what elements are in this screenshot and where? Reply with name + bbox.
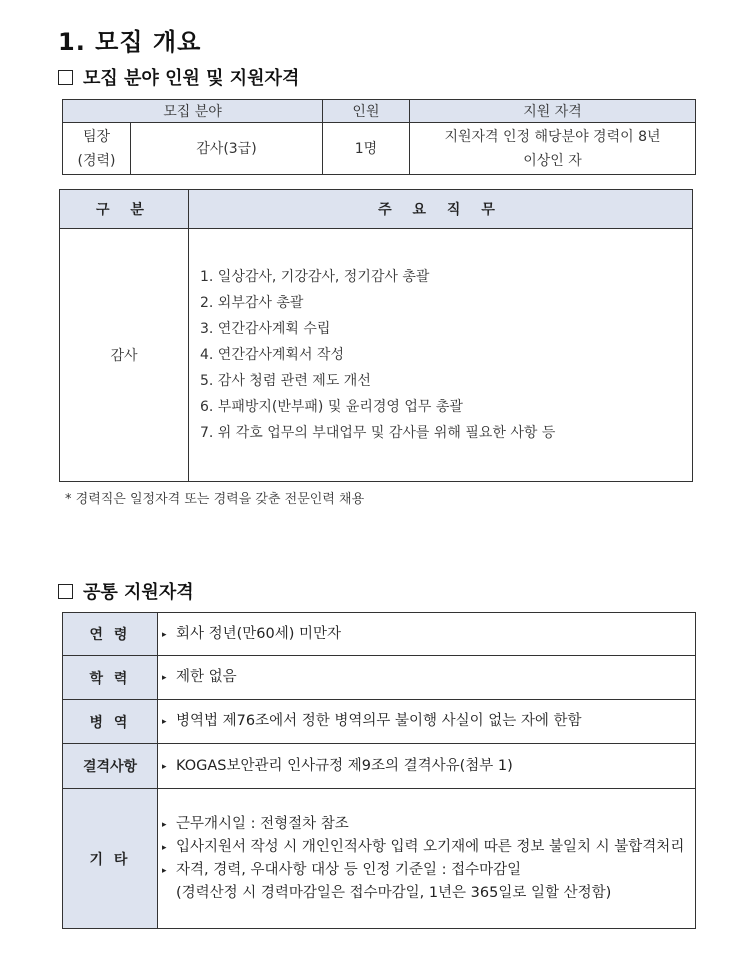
qualification-line2: 이상인 자: [523, 152, 582, 169]
common-qualification-table: [62, 612, 696, 929]
triangle-bullet-icon: ▸: [162, 673, 167, 683]
recruitment-table: [62, 99, 696, 175]
triangle-bullet-icon: ▸: [162, 717, 167, 727]
row-text: 회사 정년(만60세) 미만자: [176, 625, 342, 642]
row-text: 자격, 경력, 우대사항 대상 등 인정 기준일 : 접수마감일: [176, 862, 522, 878]
table-row: [63, 744, 696, 789]
row-label: 연 령: [63, 613, 158, 656]
category-cell: [63, 123, 131, 175]
category-line2: (경력): [77, 152, 116, 169]
triangle-bullet-icon: ▸: [162, 866, 167, 876]
row-content: [158, 744, 696, 789]
duty-item: 2. 외부감사 총괄: [200, 295, 304, 311]
section-heading-text: 공통 지원자격: [83, 582, 194, 603]
qualification-line1: 지원자격 인정 해당분야 경력이 8년: [444, 128, 661, 145]
row-text: 근무개시일 : 전형절차 참조: [176, 816, 349, 832]
duties-table: [59, 189, 693, 482]
table-row: [63, 789, 696, 929]
section-heading-recruitment: [58, 64, 299, 90]
triangle-bullet-icon: ▸: [162, 629, 167, 640]
count-cell: 1명: [322, 123, 409, 175]
row-text: KOGAS보안관리 인사규정 제9조의 결격사유(첨부 1): [176, 757, 513, 774]
section-heading-text: 모집 분야 인원 및 지원자격: [83, 68, 300, 89]
duties-list-cell: [189, 229, 693, 482]
duty-item: 1. 일상감사, 기강감사, 정기감사 총괄: [200, 269, 430, 285]
duties-row-label: 감사: [60, 229, 189, 482]
row-text: (경력산정 시 경력마감일은 접수마감일, 1년은 365일로 일할 산정함): [176, 885, 612, 901]
triangle-bullet-icon: ▸: [162, 761, 167, 772]
row-content: [158, 613, 696, 656]
position-cell: 감사(3급): [131, 123, 323, 175]
triangle-bullet-icon: ▸: [162, 843, 167, 853]
row-content: [158, 656, 696, 700]
row-label: 병 역: [63, 700, 158, 744]
duty-item: 7. 위 각호 업무의 부대업무 및 감사를 위해 필요한 사항 등: [200, 425, 556, 441]
table-row: [63, 656, 696, 700]
page-title: 1. 모집 개요: [58, 28, 202, 56]
row-text: 병역법 제76조에서 정한 병역의무 불이행 사실이 없는 자에 한함: [176, 713, 582, 729]
row-label: 기 타: [63, 789, 158, 929]
checkbox-square-icon: [58, 70, 73, 85]
category-line1: 팀장: [82, 128, 111, 145]
checkbox-square-icon: [58, 584, 73, 599]
duties-header-category: 구 분: [60, 190, 189, 229]
row-content: [158, 700, 696, 744]
header-field: 모집 분야: [63, 100, 323, 123]
row-text: 제한 없음: [176, 669, 237, 685]
table-row: [63, 613, 696, 656]
row-label: 학 력: [63, 656, 158, 700]
triangle-bullet-icon: ▸: [162, 820, 167, 830]
row-label: 결격사항: [63, 744, 158, 789]
duties-header-duties: 주 요 직 무: [189, 190, 693, 229]
duty-item: 3. 연간감사계획 수립: [200, 321, 331, 337]
duty-item: 6. 부패방지(반부패) 및 윤리경영 업무 총괄: [200, 399, 463, 415]
row-content: [158, 789, 696, 929]
table-row: [63, 700, 696, 744]
header-qualification: 지원 자격: [409, 100, 695, 123]
footnote: * 경력직은 일정자격 또는 경력을 갖춘 전문인력 채용: [65, 492, 365, 507]
header-count: 인원: [322, 100, 409, 123]
duty-item: 5. 감사 청렴 관련 제도 개선: [200, 373, 371, 389]
section-heading-common: [58, 578, 194, 604]
duty-item: 4. 연간감사계획서 작성: [200, 347, 344, 363]
qualification-cell: [409, 123, 695, 175]
duties-list: [190, 264, 691, 446]
row-text: 입사지원서 작성 시 개인인적사항 입력 오기재에 따른 정보 불일치 시 불합격처리: [176, 839, 685, 855]
